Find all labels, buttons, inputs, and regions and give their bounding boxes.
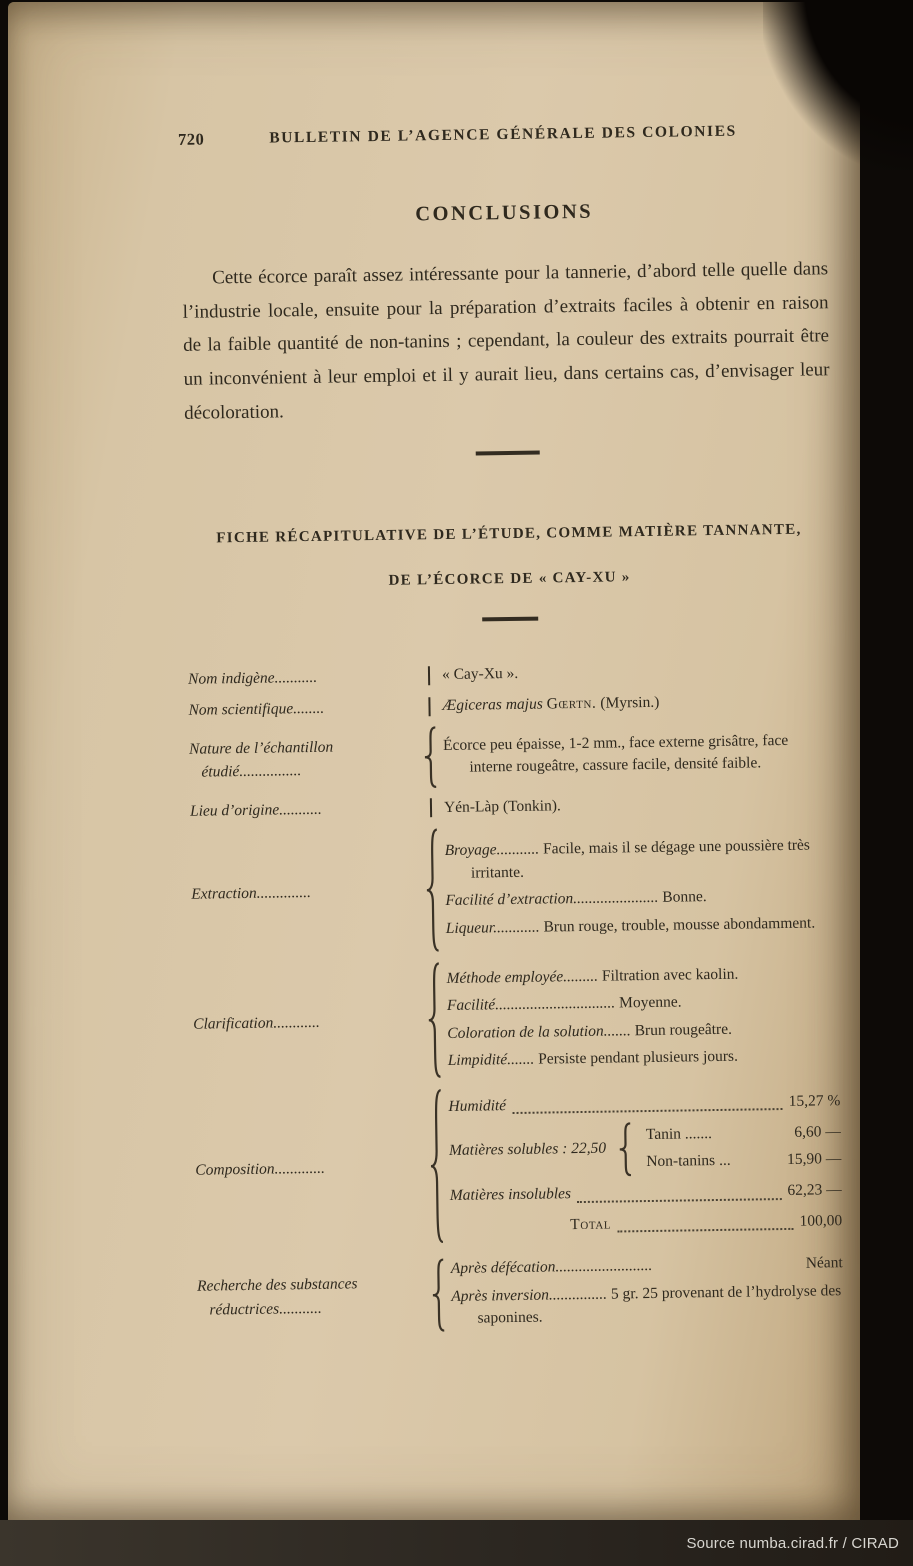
fiche-row-nom-indigene: [188, 658, 834, 691]
sub-value: 5 gr. 25 provenant de l’hydrolyse des saponines.: [477, 1282, 842, 1327]
fiche-subrow: [451, 1280, 844, 1331]
row-label: Lieu d’origine...........: [189, 800, 322, 820]
dot-leader: [617, 1228, 793, 1233]
row-label: Composition.............: [195, 1159, 326, 1179]
conclusions-paragraph: Cette écorce paraît assez intéressante pour la tannerie, d’abord telle quelle dans l’industrie locale, ensuite pour la préparation d’extraits faciles à obtenir en raison de la faible quantité de non-tanins ; cependant, la couleur des extraits pourrait être un inconvénient à leur emploi et il y aurait lieu, dans certains cas, d’envisager leur décoloration.: [182, 258, 830, 424]
fiche-row-clarification: [192, 956, 840, 1084]
sub-label: Humidité: [448, 1096, 507, 1115]
row-label-line1: Nature de l’échantillon: [188, 738, 334, 758]
brace-icon: [417, 726, 444, 788]
sub-label: Facilité...............................: [446, 994, 616, 1015]
fiche-subrow: [446, 912, 838, 940]
fiche-subrow: [446, 962, 838, 990]
sub-label: Total: [570, 1215, 612, 1233]
fiche-subrow-total: [450, 1210, 842, 1238]
fiche-row-lieu: [190, 790, 836, 823]
fiche-subrow-solubles: [449, 1117, 842, 1180]
fiche-title-line2: DE L’ÉCORCE DE « CAY-XU »: [388, 569, 631, 589]
page-corner-shadow: [763, 0, 913, 170]
fiche-row-nature: [189, 720, 836, 792]
family-name: (Myrsin.): [600, 694, 660, 712]
fiche-row-nom-scientifique: [188, 689, 834, 722]
brace-icon: [612, 1120, 639, 1177]
fiche-table: [188, 658, 844, 1340]
vertical-bar-icon: [429, 697, 431, 716]
sub-label: Limpidité.......: [447, 1051, 535, 1070]
row-value: [446, 957, 840, 1078]
page-number: 720: [177, 129, 205, 149]
sub-label: Après inversion...............: [451, 1285, 608, 1305]
sub-label: Matières insolubles: [449, 1185, 572, 1205]
fiche-row-recherche: [197, 1248, 844, 1340]
fiche-subrow-humidite: [448, 1090, 840, 1118]
sub-value: Brun rouge, trouble, mousse abondamment.: [543, 914, 816, 936]
fiche-subrow-non-tanins: [646, 1148, 841, 1173]
row-label: Nom indigène...........: [187, 668, 318, 688]
row-value: [448, 1085, 842, 1242]
fiche-subrow: [448, 1045, 840, 1073]
row-value: [442, 689, 834, 717]
dot-leader: [577, 1198, 781, 1203]
row-value: Yén-Làp (Tonkin).: [443, 796, 561, 816]
sub-label: Tanin .......: [645, 1125, 713, 1144]
fiche-title: [186, 522, 833, 592]
book-spine: [829, 0, 913, 1520]
separator: [416, 664, 442, 688]
fiche-subrow: [444, 835, 837, 886]
author-name: Gœrtn.: [546, 695, 597, 713]
scanned-paper: [8, 2, 860, 1520]
sub-value: Bonne.: [662, 888, 707, 907]
sub-value: Filtration avec kaolin.: [601, 965, 739, 985]
divider: [482, 617, 538, 621]
sub-label: Facilité d’extraction......................: [445, 889, 659, 910]
sub-value: Néant: [805, 1254, 843, 1273]
brace-icon: [422, 1087, 450, 1245]
sub-value: 62,23 —: [787, 1181, 842, 1200]
vertical-bar-icon: [428, 666, 430, 685]
row-label-line1: Recherche des substances: [196, 1275, 358, 1296]
row-value: « Cay-Xu ».: [441, 664, 519, 684]
brace-icon: [425, 1253, 452, 1336]
sub-label: Coloration de la solution.......: [447, 1022, 631, 1042]
sub-value: Moyenne.: [618, 993, 682, 1012]
row-label: [189, 734, 418, 784]
vertical-bar-icon: [430, 798, 432, 817]
sub-value: 15,90 —: [786, 1149, 842, 1168]
species-name: Ægiceras majus: [442, 695, 543, 715]
separator: [416, 695, 442, 719]
fiche-title-line1: FICHE RÉCAPITULATIVE DE L’ÉTUDE, COMME MATIÈRE TANNANTE,: [216, 521, 802, 547]
source-credit: Source numba.cirad.fr / CIRAD: [686, 1534, 899, 1552]
dot-leader: [512, 1108, 783, 1114]
row-label: [197, 1272, 426, 1322]
sub-label: Matières solubles : 22,50: [448, 1140, 607, 1160]
fiche-row-composition: [194, 1082, 842, 1250]
footer-bar: [0, 1520, 913, 1566]
sub-label: Après défécation.........................: [450, 1257, 653, 1278]
fiche-row-extraction: [190, 822, 838, 958]
sub-label: Méthode employée.........: [446, 967, 599, 987]
brace-icon: [418, 827, 446, 953]
separator: [418, 796, 444, 820]
row-label-line2: réductrices...........: [209, 1299, 322, 1319]
sub-label: Non-tanins ...: [646, 1151, 731, 1170]
fiche-subrow-tanin: [646, 1121, 841, 1146]
fiche-subrow: [447, 990, 839, 1018]
page-content: [178, 0, 844, 1347]
sub-value: Facile, mais il se dégage une poussière très irritante.: [470, 837, 811, 882]
fiche-subrow-insolubles: [450, 1179, 842, 1207]
row-value: [451, 1248, 844, 1336]
row-value: [444, 830, 838, 946]
fiche-subrow: [451, 1253, 843, 1281]
fiche-subrow: [447, 1017, 839, 1045]
sub-label: Liqueur............: [445, 918, 540, 937]
solubles-breakdown: [638, 1117, 842, 1177]
sub-value: 6,60 —: [794, 1123, 841, 1142]
brace-icon: [420, 961, 448, 1079]
row-label: Nom scientifique........: [188, 699, 325, 719]
divider: [476, 451, 540, 456]
row-label: Extraction..............: [191, 883, 312, 903]
sub-value: Brun rougeâtre.: [634, 1020, 733, 1040]
sub-label: Broyage...........: [444, 841, 540, 860]
running-header-row: [177, 121, 826, 149]
sub-value: 100,00: [799, 1211, 843, 1230]
sub-value: 15,27 %: [788, 1091, 841, 1110]
running-header: BULLETIN DE L’AGENCE GÉNÉRALE DES COLONIES: [269, 122, 737, 147]
row-value: Écorce peu épaisse, 1-2 mm., face externe grisâtre, face interne rougeâtre, cassure facile, densité faible.: [442, 731, 789, 776]
section-title: CONCLUSIONS: [415, 200, 594, 226]
fiche-subrow: [445, 885, 837, 913]
row-label-line2: étudié................: [201, 762, 302, 781]
row-label: Clarification............: [193, 1013, 320, 1033]
sub-value: Persiste pendant plusieurs jours.: [538, 1048, 739, 1068]
